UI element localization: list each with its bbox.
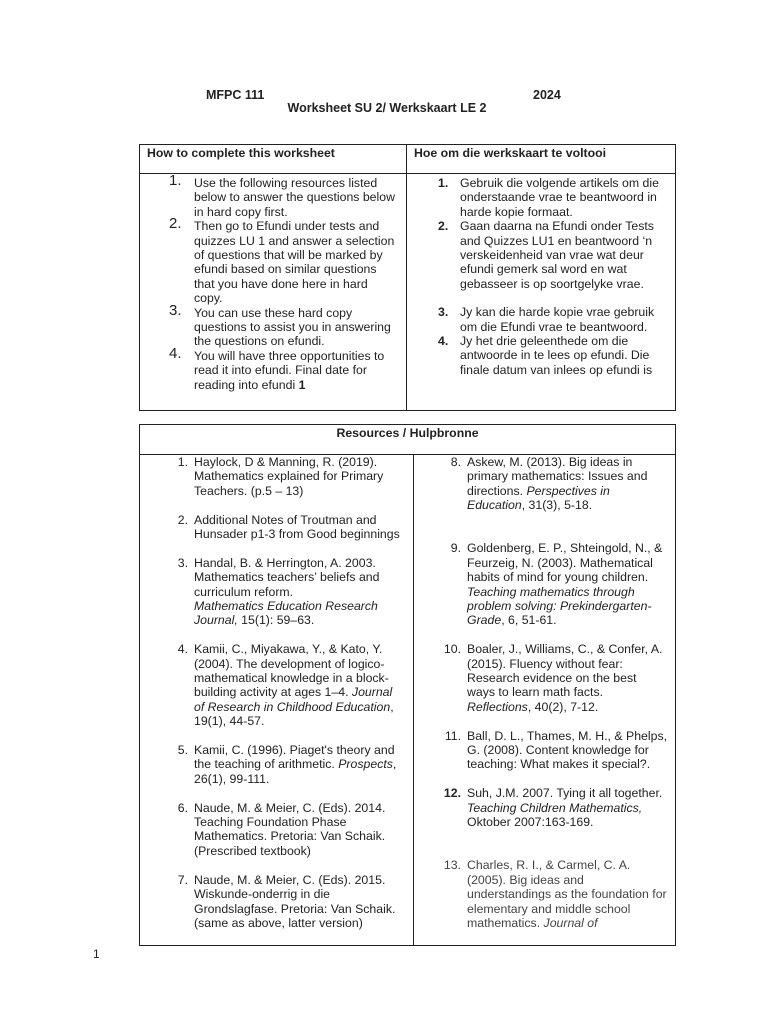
list-item: 2. Gaan daarna na Efundi onder Tests and Quizzes LU1 en beantwoord ‘n verskeidenheid van vrae wat deur efundi gemerk sal word en wat gebasseer is op soortgelyke vrae. — [438, 219, 654, 291]
list-item: 3. Handal, B. & Herrington, A. 2003. Mathematics teachers’ beliefs and curriculum reform. Mathematics Education Research Journal, 15(1): 59–63. — [177, 555, 380, 628]
list-item: 13. Charles, R. I., & Carmel, C. A. (2005). Big ideas and understandings as the foundation for elementary and middle school mathematics. Journal of — [443, 858, 667, 930]
list-item: 6. Naude, M. & Meier, C. (Eds). 2014. Teaching Foundation Phase Mathematics. Pretoria: Van Schaik. (Prescribed textbook) — [177, 800, 386, 858]
resources-left — [140, 455, 414, 946]
list-item: 1. Use the following resources listed below to answer the questions below in hard copy first. — [169, 172, 395, 219]
list-item: 10. Boaler, J., Williams, C., & Confer, A. (2015). Fluency without fear: Research evidence on the best ways to learn math facts. Reflections, 40(2), 7-12. — [443, 642, 663, 714]
list-item: 9. Goldenberg, E. P., Shteingold, N., & Feurzeig, N. (2003). Mathematical habits of mind for young children. Teaching mathematics through problem solving: Prekindergarten-Grade, 6, 51-61. — [450, 541, 663, 628]
list-item: 4. You will have three opportunities to read it into efundi. Final date for reading into efundi 1 — [169, 344, 385, 392]
list-item: 12. Suh, J.M. 2007. Tying it all together. Teaching Children Mathematics, Oktober 2007:163-169. — [443, 786, 663, 830]
list-item: 1. Gebruik die volgende artikels om die onderstaande vrae te beantwoord in harde kopie formaat. — [438, 176, 659, 219]
worksheet-title: Worksheet SU 2/ Werkskaart LE 2 — [287, 101, 487, 115]
list-item: 3. Jy kan die harde kopie vrae gebruik om die Efundi vrae te beantwoord. — [438, 305, 655, 334]
list-item: 5. Kamii, C. (1996). Piaget's theory and the teaching of arithmetic. Prospects, 26(1), 99-111. — [177, 743, 397, 786]
list-item: 3. You can use these hard copy questions to assist you in answering the questions on efundi. — [169, 301, 391, 349]
instructions-heading-af: Hoe om die werkskaart te voltooi — [407, 145, 676, 174]
list-item: 1. Haylock, D & Manning, R. (2019). Mathematics explained for Primary Teachers. (p.5 – 13) — [177, 455, 384, 498]
year: 2024 — [533, 88, 561, 102]
list-item: 8. Askew, M. (2013). Big ideas in primary mathematics: Issues and directions. Perspectives in Education, 31(3), 5-18. — [450, 455, 648, 513]
resources-table — [139, 424, 676, 946]
resources-right — [414, 455, 676, 946]
instructions-en — [140, 174, 407, 411]
page-number: 1 — [93, 947, 100, 961]
instructions-af — [407, 174, 676, 411]
list-item: 2. Then go to Efundi under tests and quizzes LU 1 and answer a selection of questions that will be marked by efundi based on similar questions that you have done here in hard copy. — [169, 215, 395, 306]
list-item: 7. Naude, M. & Meier, C. (Eds). 2015. Wiskunde-onderrig in die Grondslagfase. Pretoria: Van Schaik. (same as above, latter version) — [177, 872, 396, 930]
instructions-heading-en: How to complete this worksheet — [140, 145, 407, 174]
resources-heading: Resources / Hulpbronne — [140, 425, 676, 455]
list-item: 2. Additional Notes of Troutman and Hunsader p1-3 from Good beginnings — [177, 512, 400, 542]
instructions-table — [139, 144, 676, 411]
list-item: 4. Kamii, C., Miyakawa, Y., & Kato, Y. (2004). The development of logico-mathematical knowledge in a block-building activity at ages 1–4. Journal of Research in Childhood Education, 19(1), 44-57. — [177, 642, 394, 729]
list-item: 11. Ball, D. L., Thames, M. H., & Phelps, G. (2008). Content knowledge for teaching: What makes it special?. — [444, 728, 668, 772]
course-code: MFPC 111 — [206, 88, 265, 102]
list-item: 4. Jy het drie geleenthede om die antwoorde in te lees op efundi. Die finale datum van inlees op efundi is — [438, 334, 653, 377]
